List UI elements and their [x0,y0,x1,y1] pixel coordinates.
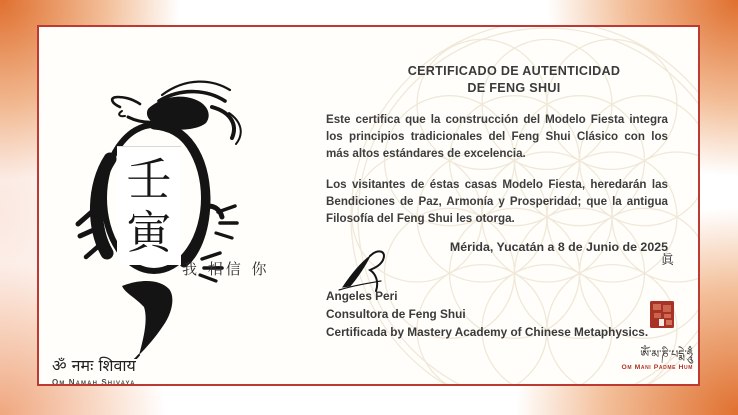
signatory-credential: Certificada by Mastery Academy of Chinese Metaphysics. [326,325,649,339]
dragon-caption-chinese: 我 相信 你 [182,260,270,278]
certificate-paragraph-2: Los visitantes de éstas casas Modelo Fiesta, heredarán las Bendiciones de Paz, Armonía y Prosperidad; que la antigua Filosofía del Feng Shui les otorga. [326,178,668,225]
certificate-text-column [326,63,674,268]
devanagari-mantra: ॐ नमः शिवाय [52,356,136,375]
certificate-dateline: Mérida, Yucatán a 8 de Junio de 2025 [449,240,668,254]
zodiac-panel [117,146,181,265]
mantra-bottom-left [52,355,136,386]
devanagari-mantra-transliteration: Om Namah Shivaya [52,378,136,386]
signatory-title: Consultora de Feng Shui [326,307,466,321]
zodiac-character-top: 壬 [126,153,172,206]
tibetan-mantra-transliteration: Om Mani Padme Hum [621,364,693,371]
tibetan-mantra: ཨོཾ་མ་ཎི་པདྨེ་ཧཱུྃ [640,348,693,361]
certificate-paragraph-1: Este certifica que la construcción del Modelo Fiesta integra los principios tradicionales del Feng Shui Clásico con los más altos estándares de excelencia. [326,113,668,160]
red-chop-seal [650,301,674,328]
zodiac-character-bottom: 寅 [126,206,172,259]
date-seal-character: 眞 [660,253,674,268]
certificate-title-line2: DE FENG SHUI [467,81,561,95]
mantra-bottom-right [621,347,693,371]
signatory-name: Angeles Peri [326,289,398,303]
signatory-block [326,287,686,341]
certificate-title-line1: CERTIFICADO DE AUTENTICIDAD [407,64,621,78]
certificate-title [326,63,668,97]
certificate-sheet [37,25,700,386]
